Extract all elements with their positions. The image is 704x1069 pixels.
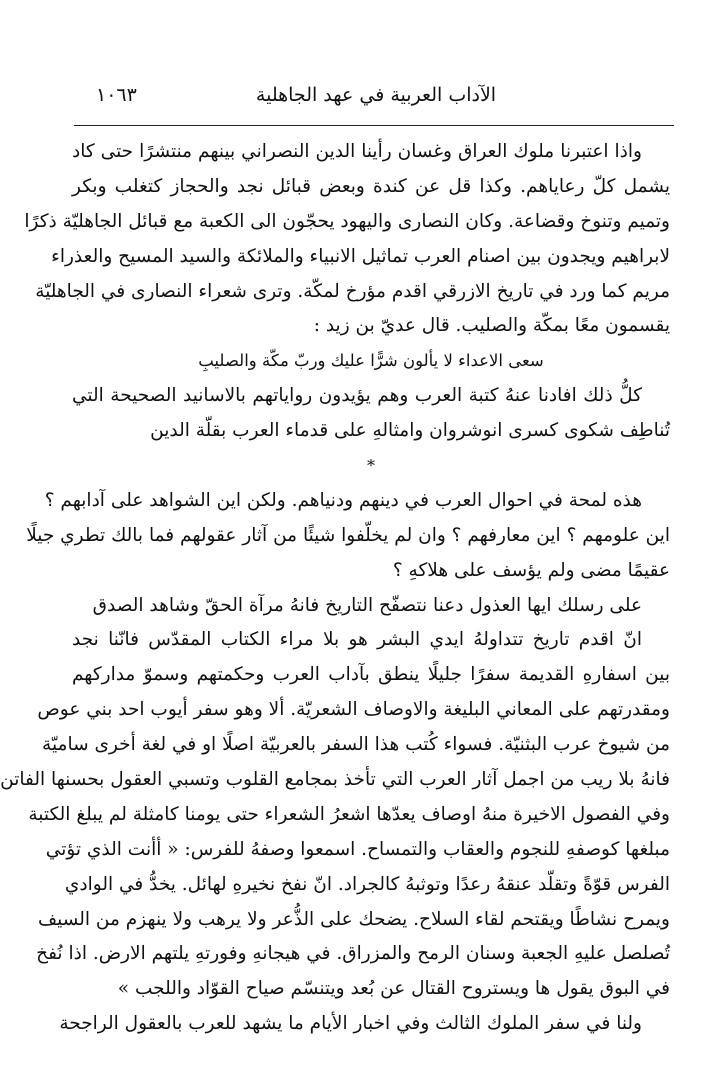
header-rule (74, 125, 674, 126)
text-line: اين علومهم ؟ اين معارفهم ؟ وان لم يخلّفوا شيئًا من آثار عقولهم فما بالك تطري جيلًا (26, 524, 670, 546)
text-line: الفرس قوّةً وتقلّد عنقهُ رعدًا وتوثبهُ كالجراد. انّ نفخ نخيرهِ لهائل. يخدُّ في الوادي (64, 873, 670, 895)
text-line: على رسلك ايها العذول دعنا نتصفّح التاريخ فانهُ مرآة الحقّ وشاهد الصدق (92, 594, 642, 616)
text-line: انّ اقدم تاريخ تتداولهُ ايدي البشر هو بلا مراء الكتاب المقدّس فانّنا نجد (72, 629, 642, 651)
page-body (0, 135, 670, 1042)
text-line: ولنا في سفر الملوك الثالث وفي اخبار الأيام ما يشهد للعرب بالعقول الراجحة (59, 1013, 642, 1035)
text-line: مريم كما ورد في تاريخ الازرقي اقدم مؤرخ لمكّة. وترى شعراء النصارى في الجاهليّة (35, 280, 670, 302)
section-divider-star: * (367, 456, 375, 476)
text-line: ومقدرتهم على المعاني البليغة والاوصاف الشعريّة. ألا وهو سفر أيوب احد بني عوص (37, 699, 670, 721)
verse-line: سعى الاعداء لا يألون شرًّا عليك وربّ مكّة والصليبِ (198, 351, 544, 371)
text-line: تُناطِف شكوى كسرى انوشروان وامثالهِ على قدماء العرب بقلّة الدين (150, 420, 670, 442)
text-line: وتميم وتنوخ وقضاعة. وكان النصارى واليهود يحجّون الى الكعبة مع قبائل الجاهليّة ذكرًا (24, 210, 670, 232)
text-line: كلُّ ذلك افادنا عنهُ كتبة العرب وهم يؤيدون رواياتهم بالاسانيد الصحيحة التي (72, 385, 642, 407)
text-line: بين اسفارهِ القديمة سفرًا جليلًا ينطق بآداب العرب وحكمتهم وسموّ مداركهم (72, 664, 670, 686)
text-line: تُصلصل عليهِ الجعبة وسنان الرمح والمزراق. في هيجانهِ وفورتهِ يلتهم الارض. اذا نُفخ (36, 943, 670, 965)
text-line: لابراهيم ويجدون بين اصنام العرب تماثيل الانبياء والملائكة والسيد المسيح والعذراء (51, 245, 670, 267)
page-number: ١٠٦٣ (96, 84, 137, 106)
text-line: ويمرح نشاطًا ويقتحم لقاء السلاح. يضحك على الذُّعر ولا يرهب ولا ينهزم من السيف (38, 908, 670, 930)
text-line: وفي الفصول الاخيرة منهُ اوصاف يعدّها اشعرُ الشعراء حتى يومنا كامثلة لم يبلغ الكتبة (28, 803, 670, 825)
page-header (78, 84, 674, 114)
text-line: في البوق يقول ها ويستروح القتال عن بُعد ويتنسّم صياح القوّاد واللجب » (117, 978, 670, 1000)
text-line: يشمل كلّ رعاياهم. وكذا قل عن كندة وبعض قبائل نجد والحجاز كتغلب وبكر (72, 175, 670, 197)
text-line: من شيوخ عرب البثنيّة. فسواء كُتب هذا السفر بالعربيّة اصلًا او في لغة أخرى ساميّة (42, 734, 670, 756)
text-line: يقسمون معًا بمكّة والصليب. قال عديّ بن زيد : (313, 315, 670, 337)
text-line: عقيمًا مضى ولم يؤسف على هلاكهِ ؟ (392, 559, 670, 581)
running-title: الآداب العربية في عهد الجاهلية (255, 84, 497, 106)
text-line: هذه لمحة في احوال العرب في دينهم ودنياهم. ولكن اين الشواهد على آدابهم ؟ (44, 489, 642, 511)
text-line: فانهُ بلا ريب من اجمل آثار العرب التي تأخذ بمجامع القلوب وتسبي العقول بحسنها الفاتن (0, 769, 670, 791)
text-line: مبلغها كوصفهِ للنجوم والعقاب والتمساح. اسمعوا وصفهُ للفرس: « أأنت الذي تؤتي (45, 838, 670, 860)
text-line: واذا اعتبرنا ملوك العراق وغسان رأينا الدين النصراني بينهم منتشرًا حتى كاد (72, 141, 642, 162)
